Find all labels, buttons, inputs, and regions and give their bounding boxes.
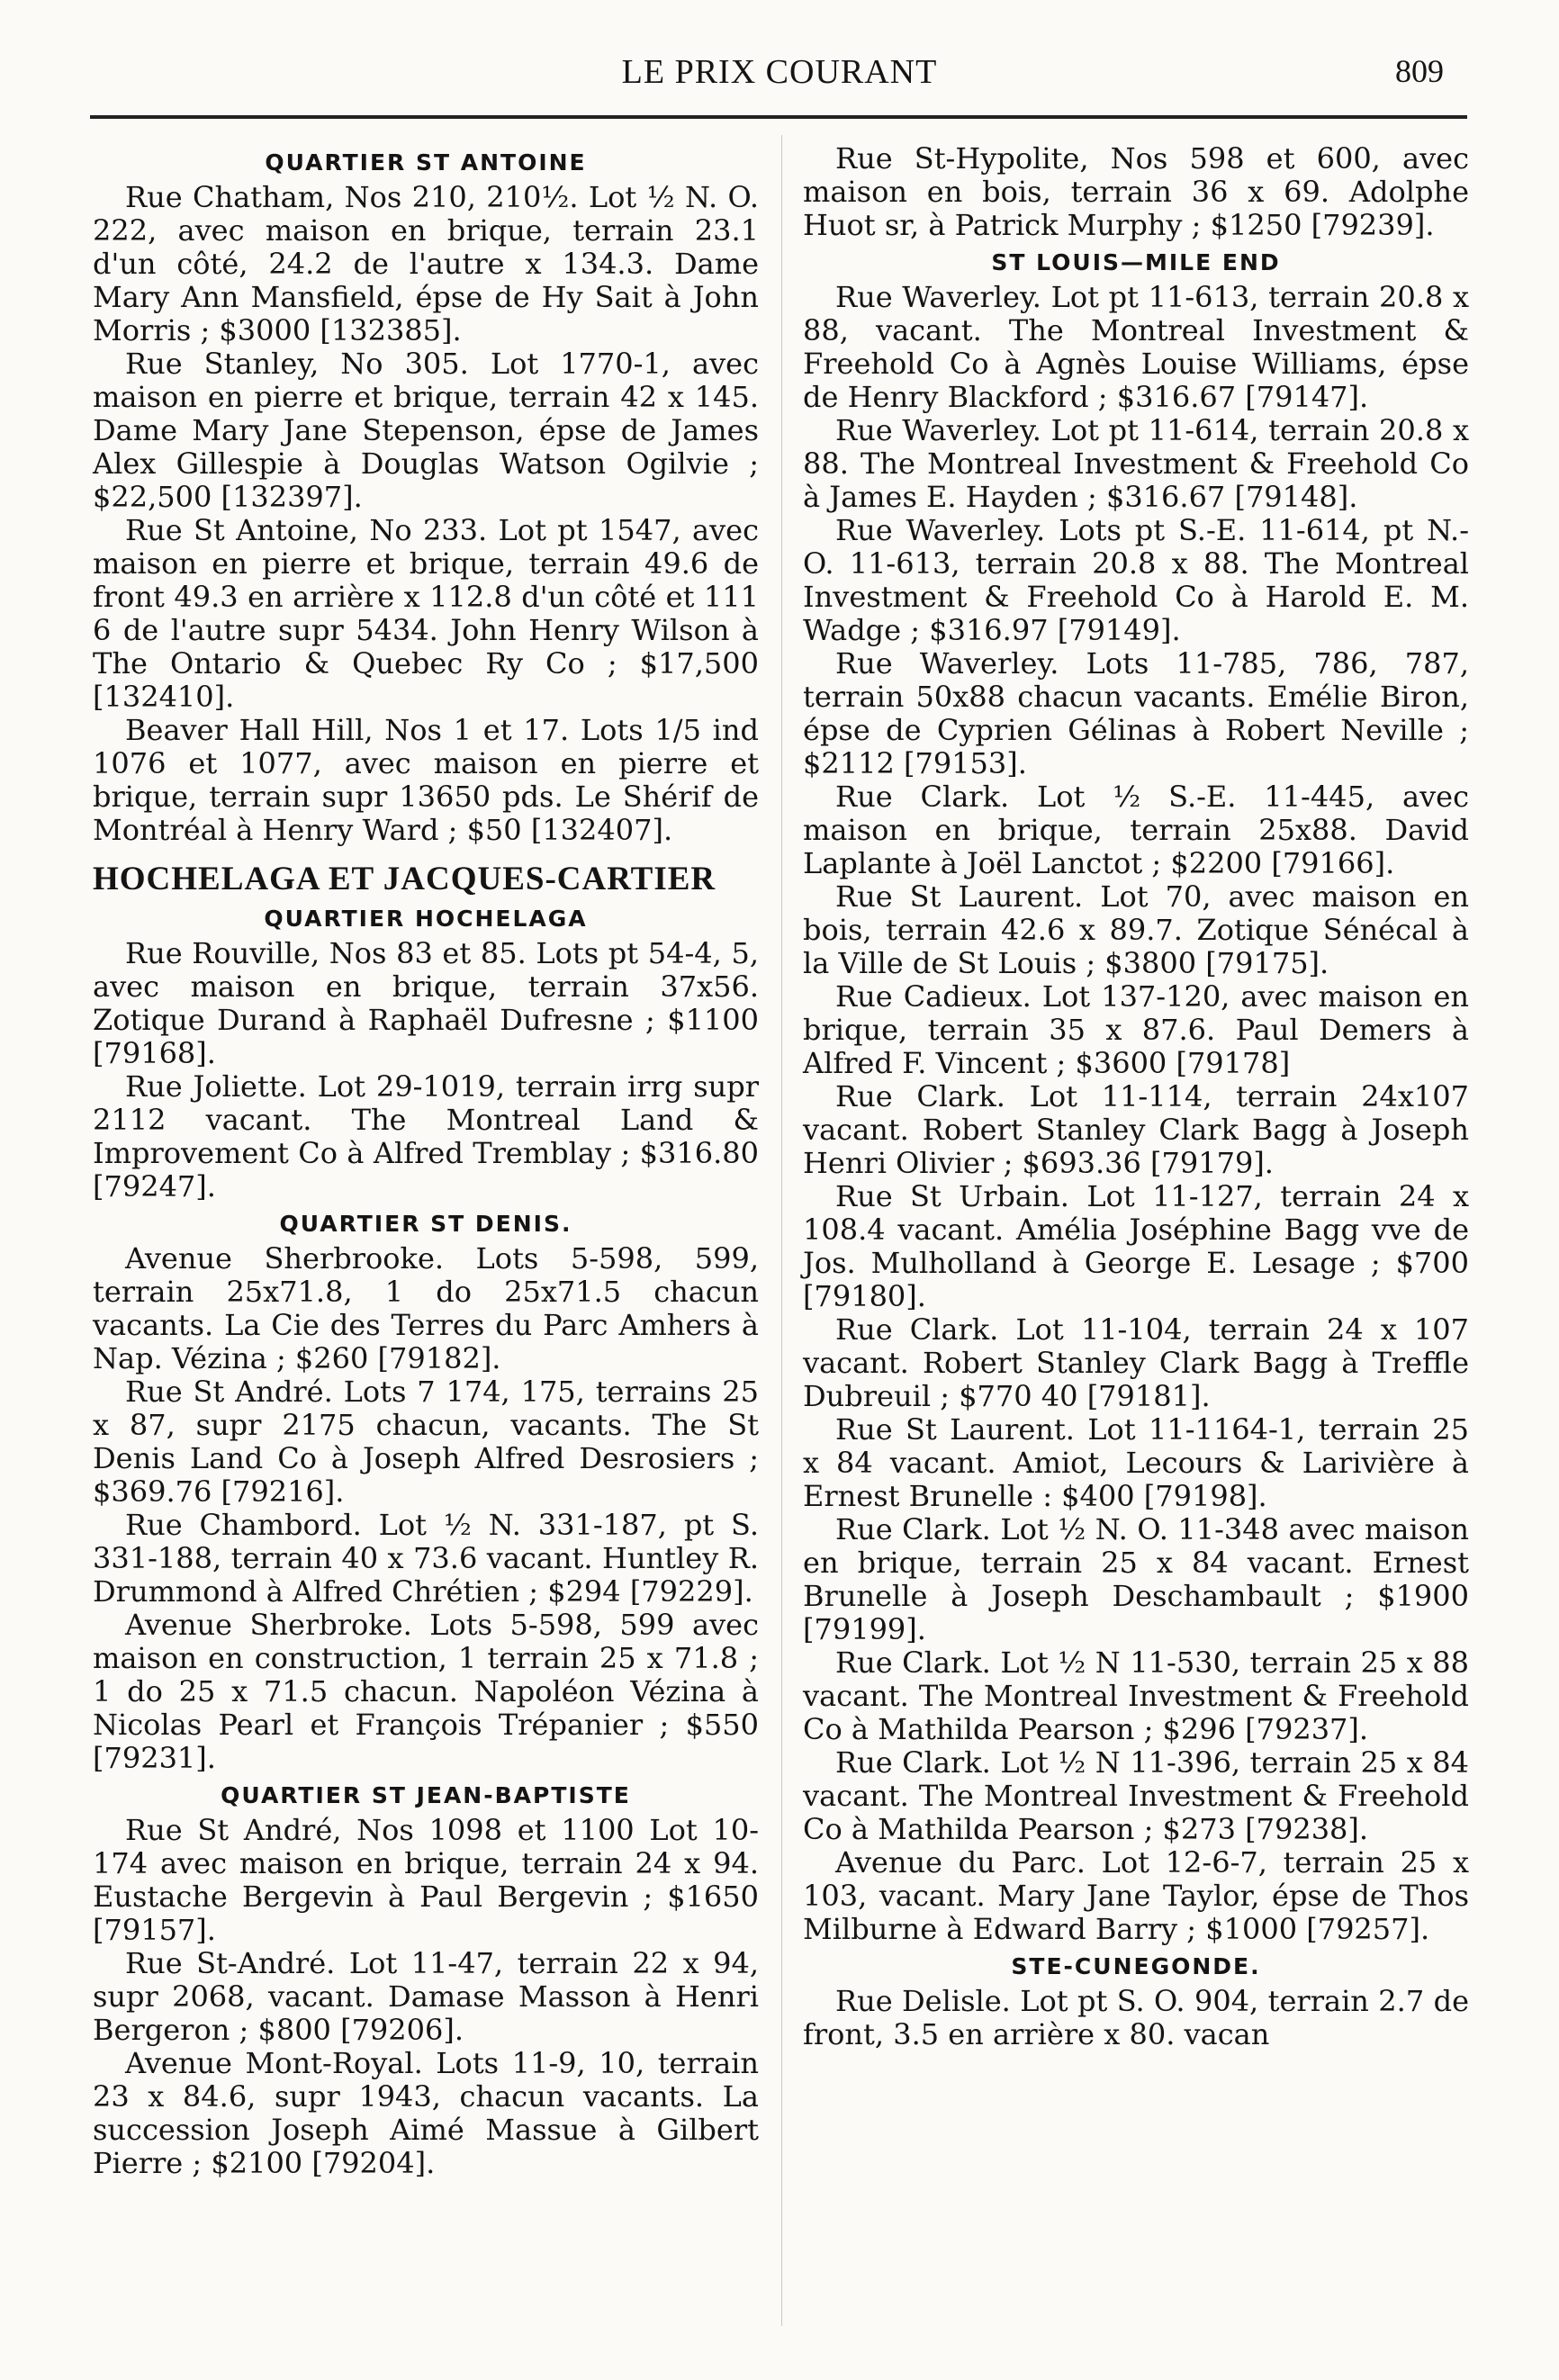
listing-entry: Rue Chambord. Lot ½ N. 331-187, pt S. 331-188, terrain 40 x 73.6 vacant. Huntley R. Drummond à Alfred Chrétien ; $294 [79229].: [93, 1508, 759, 1609]
section-heading-ste-cunegonde: STE-CUNEGONDE.: [1011, 1953, 1261, 1979]
section-heading-st-louis-mile-end: ST LOUIS—MILE END: [991, 249, 1281, 275]
column-divider: [781, 135, 782, 2326]
listing-entry: Rue St-Hypolite, Nos 598 et 600, avec maison en bois, terrain 36 x 69. Adolphe Huot sr, à Patrick Murphy ; $1250 [79239].: [803, 141, 1469, 242]
section-heading-hochelaga: QUARTIER HOCHELAGA: [264, 906, 588, 932]
listing-entry: Rue St André, Nos 1098 et 1100 Lot 10-174 avec maison en brique, terrain 24 x 94. Eustache Bergevin à Paul Bergevin ; $1650 [79157].: [93, 1813, 759, 1947]
listing-entry: Rue St Laurent. Lot 70, avec maison en bois, terrain 42.6 x 89.7. Zotique Sénécal à la Ville de St Louis ; $3800 [79175].: [803, 879, 1469, 980]
listing-entry: Rue Delisle. Lot pt S. O. 904, terrain 2.7 de front, 3.5 en arrière x 80. vacan: [803, 1984, 1469, 2051]
listing-entry: Rue St Antoine, No 233. Lot pt 1547, avec maison en pierre et brique, terrain 49.6 de front 49.3 en arrière x 112.8 d'un côté et 111 6 de l'autre supr 5434. John Henry Wilson à The Ontario & Quebec Ry Co ; $17,500 [132410].: [93, 513, 759, 714]
listing-entry: Avenue Mont-Royal. Lots 11-9, 10, terrain 23 x 84.6, supr 1943, chacun vacants. La succession Joseph Aimé Massue à Gilbert Pierre ; $2100 [79204].: [93, 2046, 759, 2180]
listing-entry: Rue St-André. Lot 11-47, terrain 22 x 94, supr 2068, vacant. Damase Masson à Henri Bergeron ; $800 [79206].: [93, 1946, 759, 2047]
listing-entry: Avenue Sherbrooke. Lots 5-598, 599, terrain 25x71.8, 1 do 25x71.5 chacun vacants. La Cie des Terres du Parc Amhers à Nap. Vézina ; $260 [79182].: [93, 1241, 759, 1375]
listing-entry: Avenue du Parc. Lot 12-6-7, terrain 25 x 103, vacant. Mary Jane Taylor, épse de Thos Milburne à Edward Barry ; $1000 [79257].: [803, 1845, 1469, 1946]
page-header-title: LE PRIX COURANT: [621, 53, 938, 91]
header-rule: [90, 115, 1467, 119]
listing-entry: Rue Waverley. Lot pt 11-613, terrain 20.8 x 88, vacant. The Montreal Investment & Freehold Co à Agnès Louise Williams, épse de Henry Blackford ; $316.67 [79147].: [803, 280, 1469, 414]
listing-entry: Rue St André. Lots 7 174, 175, terrains 25 x 87, supr 2175 chacun, vacants. The St Denis Land Co à Joseph Alfred Desrosiers ; $369.76 [79216].: [93, 1375, 759, 1509]
listing-entry: Rue Stanley, No 305. Lot 1770-1, avec maison en pierre et brique, terrain 42 x 145. Dame Mary Jane Stepenson, épse de James Alex Gillespie à Douglas Watson Ogilvie ; $22,500 [132397].: [93, 347, 759, 514]
listing-entry: Rue St Urbain. Lot 11-127, terrain 24 x 108.4 vacant. Amélia Joséphine Bagg vve de Jos. Mulholland à George E. Lesage ; $700 [79180].: [803, 1179, 1469, 1313]
listing-entry: Rue Waverley. Lots pt S.-E. 11-614, pt N.-O. 11-613, terrain 20.8 x 88. The Montreal Investment & Freehold Co à Harold E. M. Wadge ; $316.97 [79149].: [803, 513, 1469, 647]
listing-entry: Rue Clark. Lot 11-114, terrain 24x107 vacant. Robert Stanley Clark Bagg à Joseph Henri Olivier ; $693.36 [79179].: [803, 1079, 1469, 1180]
listing-entry: Rue Joliette. Lot 29-1019, terrain irrg supr 2112 vacant. The Montreal Land & Improvement Co à Alfred Tremblay ; $316.80 [79247].: [93, 1069, 759, 1204]
listing-entry: Rue Clark. Lot ½ N 11-396, terrain 25 x 84 vacant. The Montreal Investment & Freehold Co à Mathilda Pearson ; $273 [79238].: [803, 1745, 1469, 1846]
right-column: [803, 142, 1469, 2051]
listing-entry: Rue Clark. Lot ½ N. O. 11-348 avec maison en brique, terrain 25 x 84 vacant. Ernest Brunelle à Joseph Deschambault ; $1900 [79199].: [803, 1512, 1469, 1646]
left-column: [93, 142, 759, 2180]
listing-entry: Avenue Sherbroke. Lots 5-598, 599 avec maison en construction, 1 terrain 25 x 71.8 ; 1 do 25 x 71.5 chacun. Napoléon Vézina à Nicolas Pearl et François Trépanier ; $550 [79231].: [93, 1608, 759, 1775]
listing-entry: Beaver Hall Hill, Nos 1 et 17. Lots 1/5 ind 1076 et 1077, avec maison en pierre et brique, terrain supr 13650 pds. Le Shérif de Montréal à Henry Ward ; $50 [132407].: [93, 713, 759, 847]
listing-entry: Rue Waverley. Lot pt 11-614, terrain 20.8 x 88. The Montreal Investment & Freehold Co à James E. Hayden ; $316.67 [79148].: [803, 413, 1469, 514]
listing-entry: Rue Clark. Lot 11-104, terrain 24 x 107 vacant. Robert Stanley Clark Bagg à Treffle Dubreuil ; $770 40 [79181].: [803, 1312, 1469, 1413]
listing-entry: Rue Chatham, Nos 210, 210½. Lot ½ N. O. 222, avec maison en brique, terrain 23.1 d'un côté, 24.2 de l'autre x 134.3. Dame Mary Ann Mansfield, épse de Hy Sait à John Morris ; $3000 [132385].: [93, 180, 759, 347]
section-heading-st-antoine: QUARTIER ST ANTOINE: [265, 149, 587, 176]
listing-entry: Rue Waverley. Lots 11-785, 786, 787, terrain 50x88 chacun vacants. Emélie Biron, épse de Cyprien Gélinas à Robert Neville ; $2112 [79153].: [803, 646, 1469, 780]
district-heading: HOCHELAGA ET JACQUES-CARTIER: [93, 861, 716, 897]
page-number: 809: [1395, 53, 1444, 89]
section-heading-st-jean-baptiste: QUARTIER ST JEAN-BAPTISTE: [221, 1782, 631, 1808]
listing-entry: Rue Cadieux. Lot 137-120, avec maison en brique, terrain 35 x 87.6. Paul Demers à Alfred F. Vincent ; $3600 [79178]: [803, 979, 1469, 1080]
listing-entry: Rue Clark. Lot ½ N 11-530, terrain 25 x 88 vacant. The Montreal Investment & Freehold Co à Mathilda Pearson ; $296 [79237].: [803, 1645, 1469, 1746]
listing-entry: Rue Rouville, Nos 83 et 85. Lots pt 54-4, 5, avec maison en brique, terrain 37x56. Zotique Durand à Raphaël Dufresne ; $1100 [79168].: [93, 936, 759, 1070]
section-heading-st-denis: QUARTIER ST DENIS.: [279, 1211, 572, 1237]
listing-entry: Rue St Laurent. Lot 11-1164-1, terrain 25 x 84 vacant. Amiot, Lecours & Larivière à Ernest Brunelle : $400 [79198].: [803, 1412, 1469, 1513]
listing-entry: Rue Clark. Lot ½ S.-E. 11-445, avec maison en brique, terrain 25x88. David Laplante à Joël Lanctot ; $2200 [79166].: [803, 780, 1469, 880]
